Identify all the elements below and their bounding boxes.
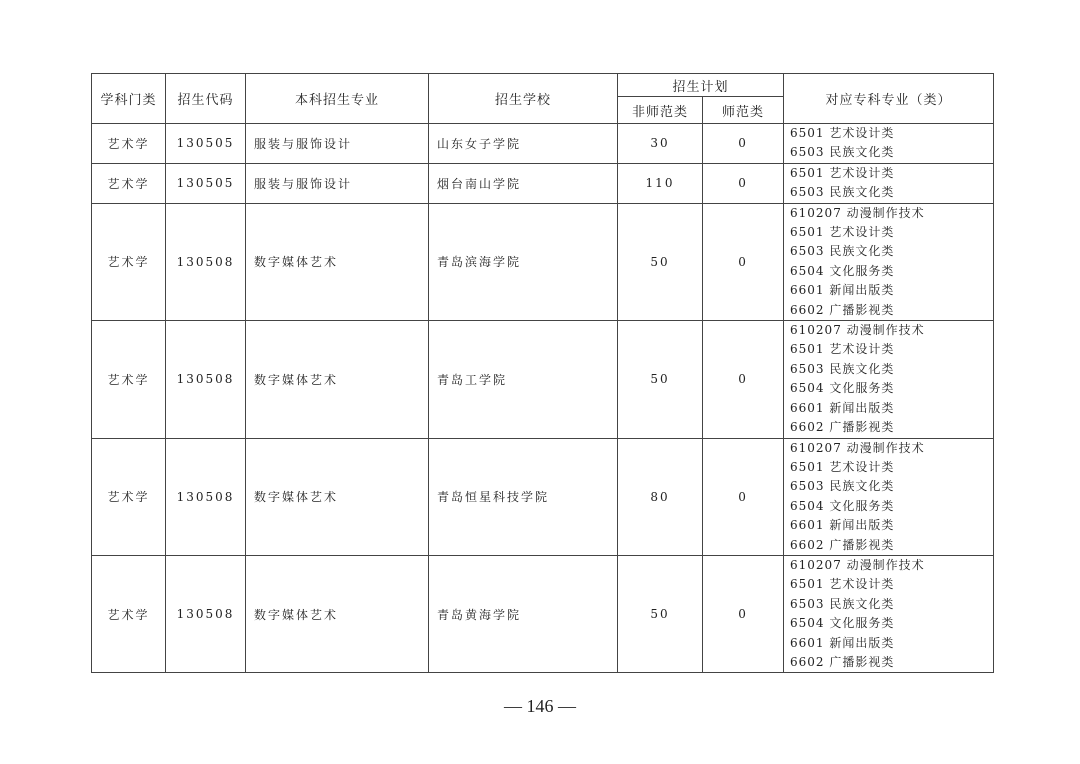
cell-nonnormal: 50 <box>618 321 703 438</box>
cell-related <box>784 321 994 438</box>
related-major: 6501 艺术设计类 <box>790 225 895 240</box>
table-row <box>92 163 994 203</box>
cell-related <box>784 203 994 320</box>
related-major: 6601 新闻出版类 <box>790 283 895 298</box>
header-plan-normal: 师范类 <box>703 97 784 124</box>
cell-category: 艺术学 <box>92 321 166 438</box>
cell-major: 数字媒体艺术 <box>246 555 429 672</box>
cell-school: 烟台南山学院 <box>429 163 618 203</box>
cell-normal: 0 <box>703 163 784 203</box>
cell-nonnormal: 50 <box>618 555 703 672</box>
related-major: 6503 民族文化类 <box>790 596 895 611</box>
related-major: 6602 广播影视类 <box>790 302 895 317</box>
cell-related <box>784 438 994 555</box>
related-major: 6601 新闻出版类 <box>790 518 895 533</box>
related-major: 610207 动漫制作技术 <box>790 440 925 455</box>
cell-code: 130505 <box>166 163 246 203</box>
related-major: 6601 新闻出版类 <box>790 400 895 415</box>
cell-category: 艺术学 <box>92 124 166 164</box>
related-major: 610207 动漫制作技术 <box>790 557 925 572</box>
cell-nonnormal: 30 <box>618 124 703 164</box>
related-major: 6501 艺术设计类 <box>790 459 895 474</box>
enrollment-table <box>91 73 994 673</box>
table-row <box>92 438 994 555</box>
cell-code: 130508 <box>166 438 246 555</box>
cell-related <box>784 163 994 203</box>
cell-major: 数字媒体艺术 <box>246 203 429 320</box>
cell-code: 130508 <box>166 321 246 438</box>
cell-code: 130508 <box>166 555 246 672</box>
cell-related <box>784 124 994 164</box>
cell-school: 山东女子学院 <box>429 124 618 164</box>
cell-nonnormal: 50 <box>618 203 703 320</box>
related-major: 6503 民族文化类 <box>790 244 895 259</box>
cell-nonnormal: 80 <box>618 438 703 555</box>
cell-normal: 0 <box>703 438 784 555</box>
cell-code: 130505 <box>166 124 246 164</box>
table-row <box>92 124 994 164</box>
related-major: 6504 文化服务类 <box>790 498 895 513</box>
cell-code: 130508 <box>166 203 246 320</box>
related-major: 6503 民族文化类 <box>790 361 895 376</box>
related-major: 6501 艺术设计类 <box>790 577 895 592</box>
cell-related <box>784 555 994 672</box>
related-major: 6602 广播影视类 <box>790 654 895 669</box>
header-school: 招生学校 <box>429 74 618 124</box>
cell-school: 青岛工学院 <box>429 321 618 438</box>
related-major: 6602 广播影视类 <box>790 420 895 435</box>
related-major: 6503 民族文化类 <box>790 479 895 494</box>
header-category: 学科门类 <box>92 74 166 124</box>
cell-school: 青岛滨海学院 <box>429 203 618 320</box>
cell-nonnormal: 110 <box>618 163 703 203</box>
header-plan: 招生计划 <box>618 74 784 97</box>
page-number: — 146 — <box>504 696 576 716</box>
cell-normal: 0 <box>703 124 784 164</box>
header-code: 招生代码 <box>166 74 246 124</box>
cell-category: 艺术学 <box>92 163 166 203</box>
cell-category: 艺术学 <box>92 438 166 555</box>
cell-normal: 0 <box>703 555 784 672</box>
related-major: 6501 艺术设计类 <box>790 126 895 140</box>
header-related: 对应专科专业（类） <box>784 74 994 124</box>
table-row <box>92 321 994 438</box>
table-row <box>92 555 994 672</box>
header-plan-nonnormal: 非师范类 <box>618 97 703 124</box>
related-major: 610207 动漫制作技术 <box>790 205 925 220</box>
cell-normal: 0 <box>703 203 784 320</box>
table-row <box>92 203 994 320</box>
related-major: 6602 广播影视类 <box>790 537 895 552</box>
related-major: 6504 文化服务类 <box>790 616 895 631</box>
related-major: 6503 民族文化类 <box>790 185 895 200</box>
related-major: 6501 艺术设计类 <box>790 165 895 180</box>
cell-category: 艺术学 <box>92 555 166 672</box>
related-major: 6601 新闻出版类 <box>790 635 895 650</box>
header-major: 本科招生专业 <box>246 74 429 124</box>
related-major: 6503 民族文化类 <box>790 145 895 160</box>
cell-normal: 0 <box>703 321 784 438</box>
cell-school: 青岛黄海学院 <box>429 555 618 672</box>
cell-school: 青岛恒星科技学院 <box>429 438 618 555</box>
cell-major: 服装与服饰设计 <box>246 124 429 164</box>
cell-category: 艺术学 <box>92 203 166 320</box>
related-major: 610207 动漫制作技术 <box>790 323 925 338</box>
cell-major: 数字媒体艺术 <box>246 321 429 438</box>
related-major: 6504 文化服务类 <box>790 263 895 278</box>
cell-major: 服装与服饰设计 <box>246 163 429 203</box>
cell-major: 数字媒体艺术 <box>246 438 429 555</box>
related-major: 6504 文化服务类 <box>790 381 895 396</box>
related-major: 6501 艺术设计类 <box>790 342 895 357</box>
